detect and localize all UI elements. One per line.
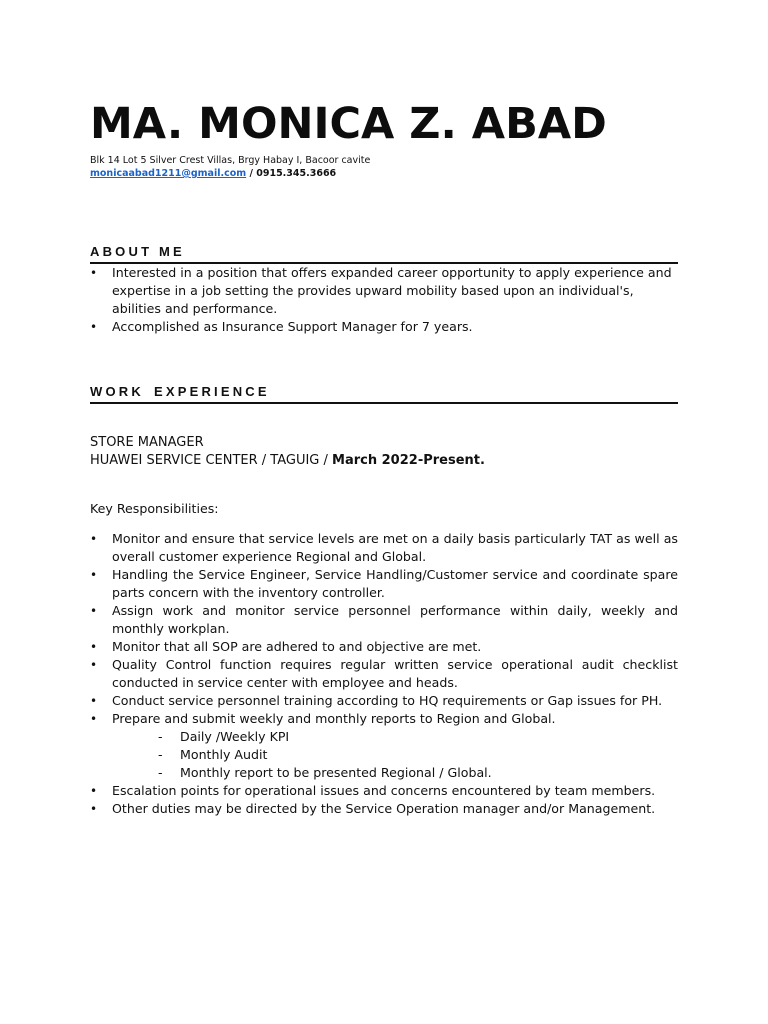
sub-list-item [90,728,678,746]
list-item-text: Handling the Service Engineer, Service Handling/Customer service and coordinate spare parts concern with the inventory controller. [112,567,678,600]
list-item-text: Interested in a position that offers expanded career opportunity to apply experience and expertise in a job setting the provides upward mobility based upon an individual's, abilities and performance. [112,265,672,316]
list-item [90,318,678,336]
job-company: HUAWEI SERVICE CENTER / TAGUIG / [90,453,333,468]
list-item [90,710,678,728]
bullet-icon: • [90,802,98,816]
list-item [90,530,678,566]
contact-line [90,167,678,180]
resume-page [90,98,678,818]
candidate-name: MA. MONICA Z. ABAD [90,99,607,149]
bullet-icon: • [90,658,98,672]
list-item-text: Quality Control function requires regular written service operational audit checklist conducted in service center with employee and heads. [112,657,678,690]
list-item-text: Prepare and submit weekly and monthly reports to Region and Global. [112,711,556,726]
list-item-text: Monitor that all SOP are adhered to and objective are met. [112,639,482,654]
bullet-icon: • [90,568,98,582]
list-item [90,692,678,710]
experience-heading-word: EXPERIENCE [153,384,270,399]
bullet-icon: • [90,266,98,280]
bullet-icon: • [90,532,98,546]
email-link[interactable]: monicaabad1211@gmail.com [90,168,247,179]
list-item-text: Accomplished as Insurance Support Manager for 7 years. [112,319,473,334]
address: Blk 14 Lot 5 Silver Crest Villas, Brgy Habay I, Bacoor cavite [90,155,371,166]
phone-number: 0915.345.3666 [256,168,337,179]
job-company-line [90,452,678,470]
list-item-text: Other duties may be directed by the Service Operation manager and/or Management. [112,801,656,816]
bullet-icon: • [90,784,98,798]
list-item [90,656,678,692]
about-me-list [90,264,678,336]
dash-icon: - [158,747,163,762]
list-item [90,264,678,318]
contact-separator: / [246,168,257,179]
work-experience-heading [90,384,678,404]
dash-icon: - [158,765,163,780]
list-item-text: Conduct service personnel training according to HQ requirements or Gap issues for PH. [112,693,663,708]
report-sub-list [90,728,678,782]
sub-list-item-text: Monthly Audit [180,747,268,762]
list-item [90,800,678,818]
list-item [90,638,678,656]
bullet-icon: • [90,604,98,618]
about-me-heading: ABOUT ME [90,244,678,264]
list-item [90,566,678,602]
bullet-icon: • [90,640,98,654]
responsibilities-list [90,530,678,728]
sub-list-item-text: Daily /Weekly KPI [180,729,290,744]
bullet-icon: • [90,694,98,708]
key-responsibilities-label: Key Responsibilities: [90,501,219,516]
list-item [90,602,678,638]
list-item-text: Monitor and ensure that service levels are met on a daily basis particularly TAT as well as overall customer experience Regional and Global. [112,531,678,564]
job-title: STORE MANAGER [90,435,204,450]
sub-list-item [90,764,678,782]
sub-list-item [90,746,678,764]
bullet-icon: • [90,712,98,726]
bullet-icon: • [90,320,98,334]
dash-icon: - [158,729,163,744]
job-date: March 2022-Present. [332,453,485,468]
work-heading-word: WORK [90,384,144,399]
list-item [90,782,678,800]
list-item-text: Assign work and monitor service personnel performance within daily, weekly and monthly workplan. [112,603,678,636]
more-responsibilities-list [90,782,678,818]
list-item-text: Escalation points for operational issues and concerns encountered by team members. [112,783,656,798]
sub-list-item-text: Monthly report to be presented Regional / Global. [180,765,492,780]
